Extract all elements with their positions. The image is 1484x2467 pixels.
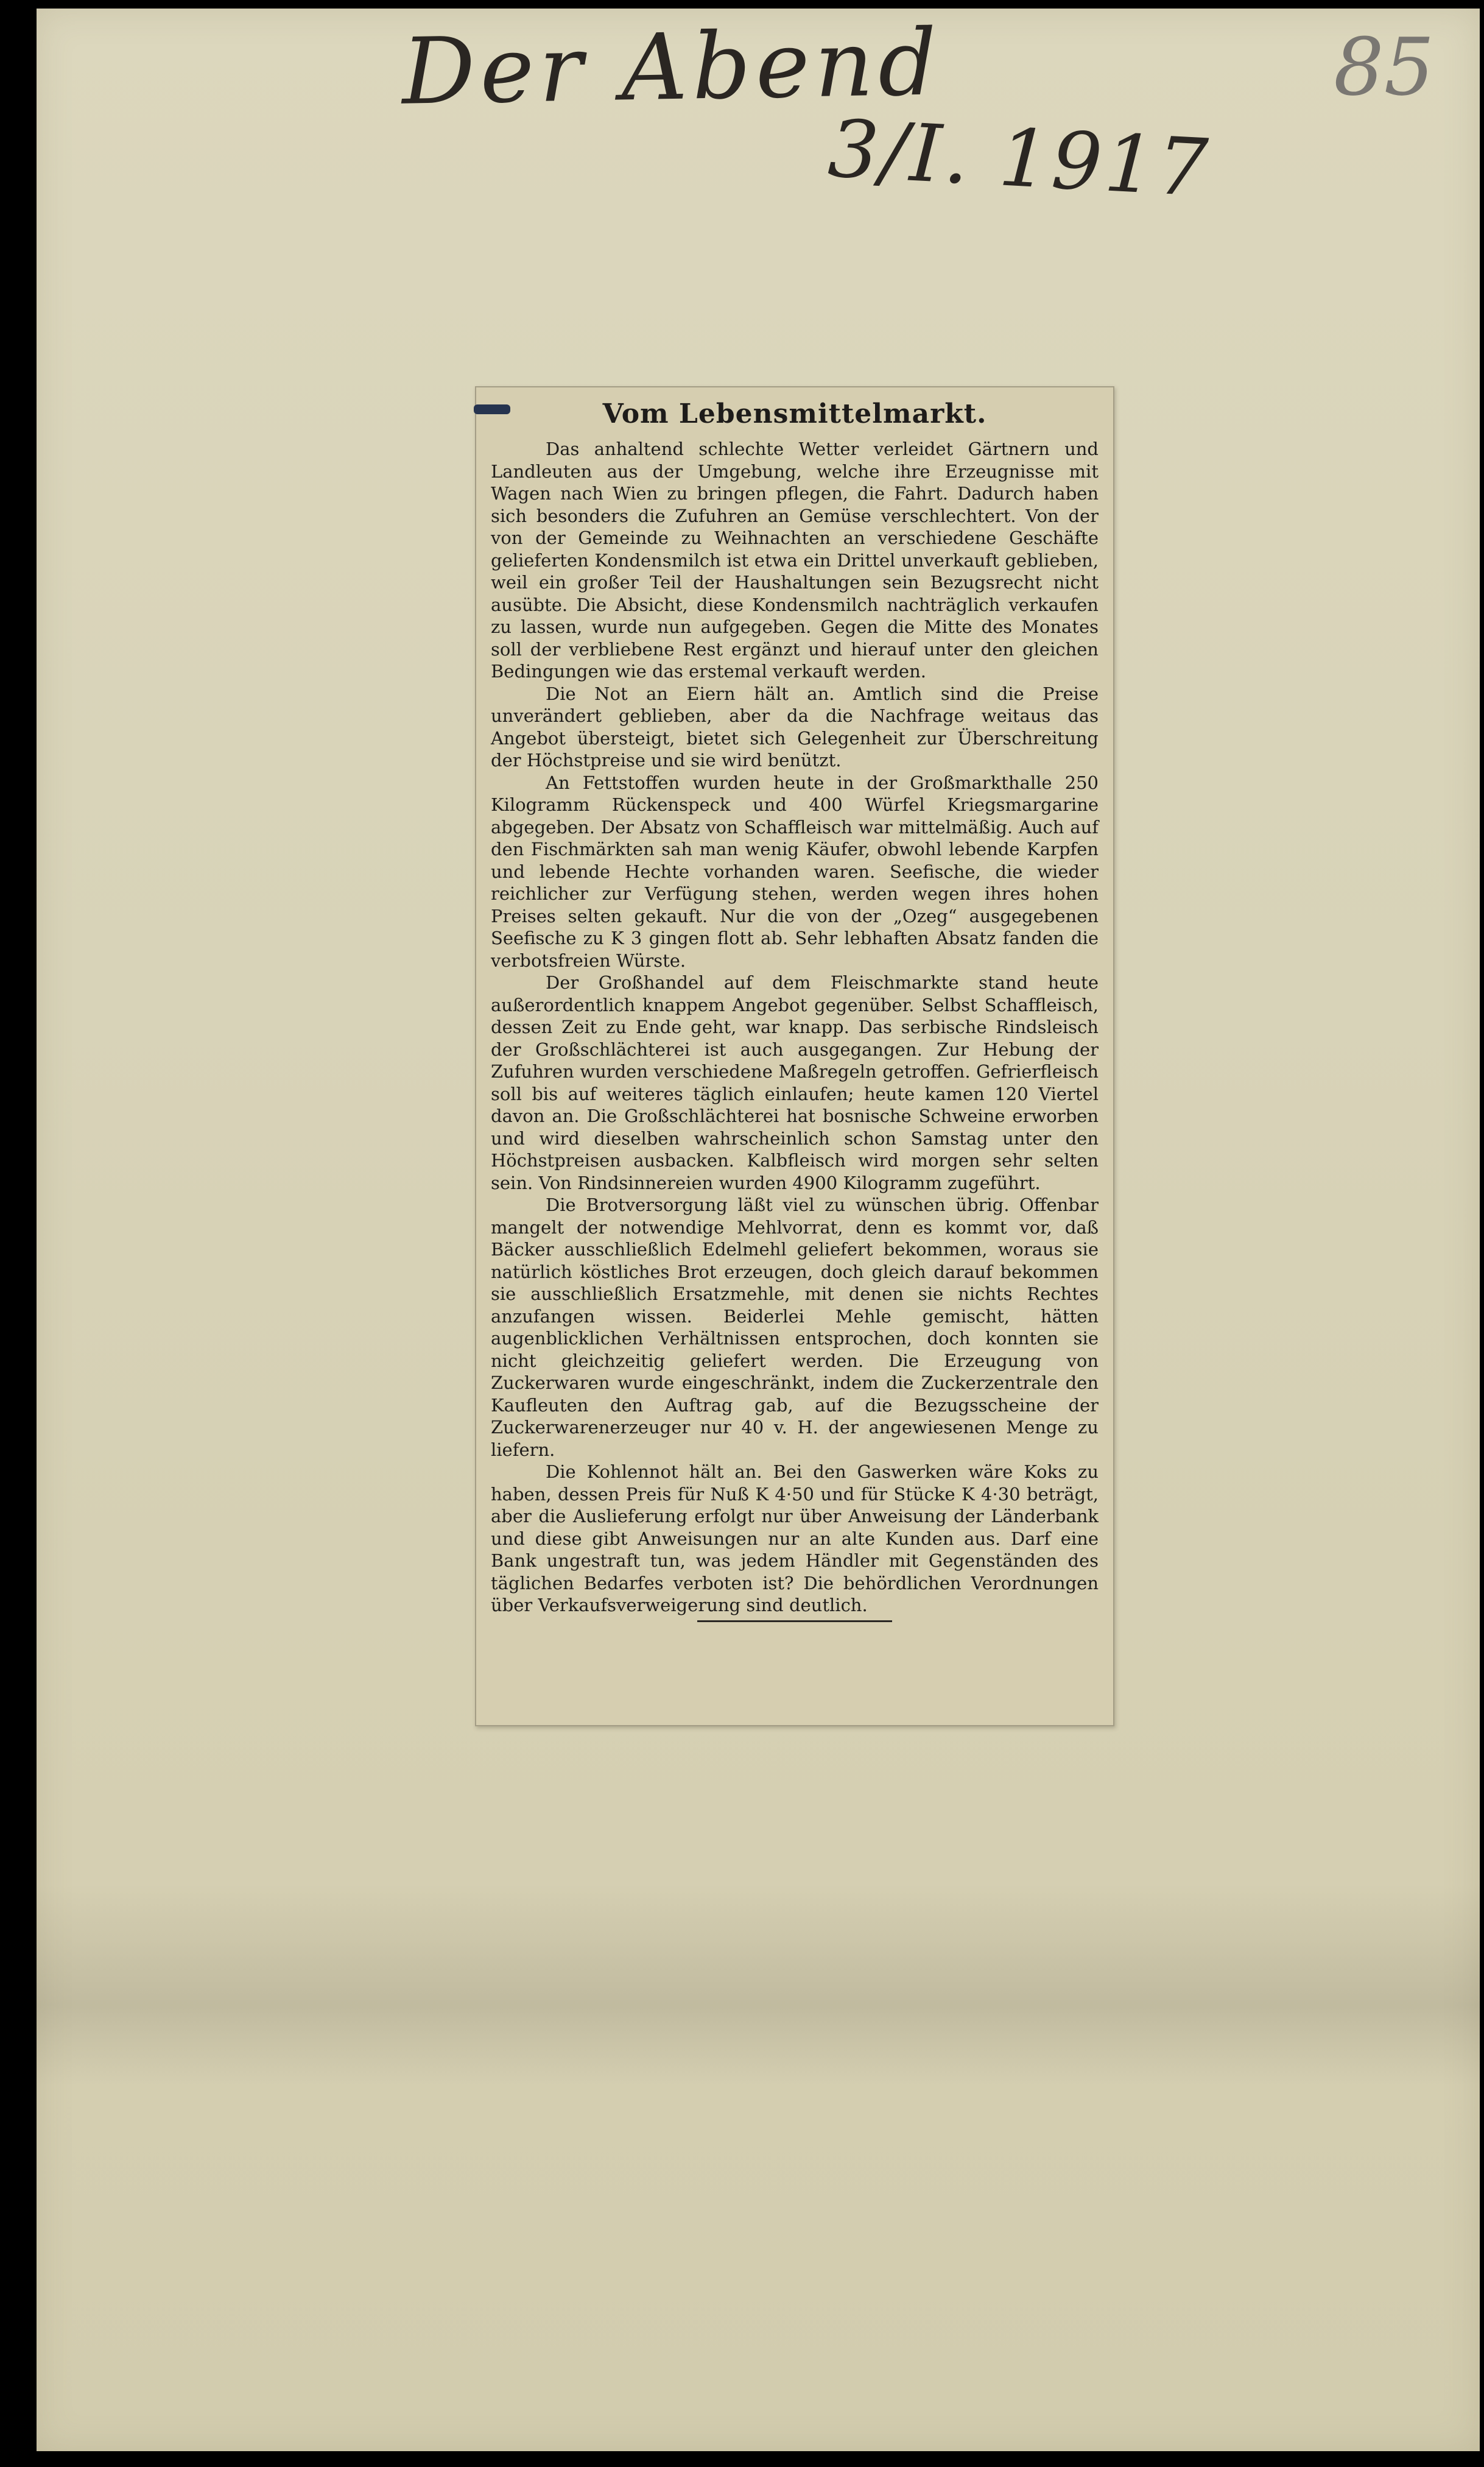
newspaper-clipping xyxy=(475,386,1114,1726)
handwritten-page-number: 85 xyxy=(1334,21,1435,113)
article-paragraph: An Fettstoffen wurden heute in der Großmarkthalle 250 Kilogramm Rückenspeck und 400 Würfel Kriegsmargarine abgegeben. Der Absatz von Schaffleisch war mittelmäßig. Auch auf den Fischmärkten sah man wenig Käufer, obwohl lebende Karpfen und lebende Hechte vorhanden waren. Seefische, die wieder reichlicher zur Verfügung stehen, werden wegen ihres hohen Preises selten gekauft. Nur die von der „Ozeg“ ausgegebenen Seefische zu K 3 gingen flott ab. Sehr lebhaften Absatz fanden die verbotsfreien Würste. xyxy=(491,772,1099,971)
handwritten-date: 3/I. 1917 xyxy=(826,102,1212,215)
end-rule xyxy=(697,1620,892,1622)
article-paragraph: Die Not an Eiern hält an. Amtlich sind die Preise unverändert geblieben, aber da die Nachfrage weitaus das Angebot übersteigt, bietet sich Gelegenheit zur Überschreitung der Höchstpreise und sie wird benützt. xyxy=(491,683,1099,771)
article-paragraph: Das anhaltend schlechte Wetter verleidet Gärtnern und Landleuten aus der Umgebung, welche ihre Erzeugnisse mit Wagen nach Wien zu bringen pflegen, die Fahrt. Dadurch haben sich besonders die Zufuhren an Gemüse verschlechtert. Von der von der Gemeinde zu Weihnachten an verschiedene Geschäfte gelieferten Kondensmilch ist etwa ein Drittel unverkauft geblieben, weil ein großer Teil der Haushaltungen sein Bezugsrecht nicht ausübte. Die Absicht, diese Kondensmilch nachträglich verkaufen zu lassen, wurde nun aufgegeben. Gegen die Mitte des Monates soll der verbliebene Rest ergänzt und hierauf unter den gleichen Bedingungen wie das erstemal verkauft werden. xyxy=(491,439,1099,682)
article-paragraph: Die Kohlennot hält an. Bei den Gaswerken wäre Koks zu haben, dessen Preis für Nuß K 4·50 und für Stücke K 4·30 beträgt, aber die Auslieferung erfolgt nur über Anweisung der Länderbank und diese gibt Anweisungen nur an alte Kunden aus. Darf eine Bank ungestraft tun, was jedem Händler mit Gegenständen des täglichen Bedarfes verboten ist? Die behördlichen Verordnungen über Verkaufsverweigerung sind deutlich. xyxy=(491,1461,1099,1615)
article-paragraph: Die Brotversorgung läßt viel zu wünschen übrig. Offenbar mangelt der notwendige Mehlvorrat, denn es kommt vor, daß Bäcker ausschließlich Edelmehl geliefert bekommen, woraus sie natürlich köstliches Brot erzeugen, doch gleich darauf bekommen sie ausschließlich Ersatzmehle, mit denen sie nichts Rechtes anzufangen wissen. Beiderlei Mehle gemischt, hätten augenblicklichen Verhältnissen entsprochen, doch konnten sie nicht gleichzeitig geliefert werden. Die Erzeugung von Zuckerwaren wurde eingeschränkt, indem die Zuckerzentrale den Kaufleuten den Auftrag gab, auf die Bezugsscheine der Zuckerwarenerzeuger nur 40 v. H. der angewiesenen Menge zu liefern. xyxy=(491,1195,1099,1460)
article-paragraph: Der Großhandel auf dem Fleischmarkte stand heute außerordentlich knappem Angebot gegenüber. Selbst Schaffleisch, dessen Zeit zu Ende geht, war knapp. Das serbische Rindsleisch der Großschlächterei ist auch ausgegangen. Zur Hebung der Zufuhren wurden verschiedene Maßregeln getroffen. Gefrierfleisch soll bis auf weiteres täglich einlaufen; heute kamen 120 Viertel davon an. Die Großschlächterei hat bosnische Schweine erworben und wird dieselben wahrscheinlich schon Samstag unter den Höchstpreisen ausbacken. Kalbfleisch wird morgen sehr selten sein. Von Rindsinnereien wurden 4900 Kilogramm zugeführt. xyxy=(491,972,1099,1193)
ink-mark xyxy=(474,404,510,414)
handwritten-newspaper-name: Der Abend xyxy=(401,10,943,125)
archive-sheet xyxy=(37,9,1480,2451)
article-headline: Vom Lebensmittelmarkt. xyxy=(602,398,987,429)
paper-fold-shadow xyxy=(37,1885,1480,2086)
